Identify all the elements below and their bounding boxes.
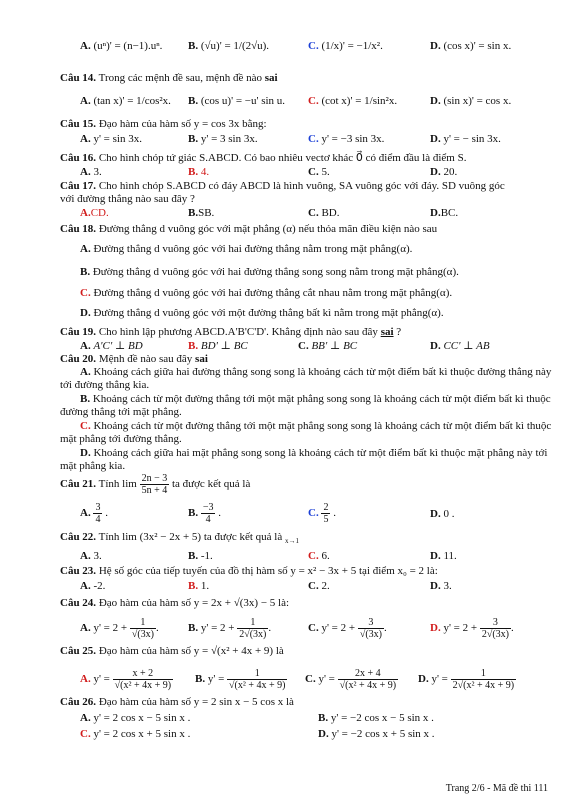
- q14-option-b: B. (cos u)' = −u' sin u.: [188, 95, 286, 107]
- q24-option-a: A. y' = 2 + $\frac{1}{√(3x)}$ .: [80, 617, 159, 640]
- q15-option-a: A. y' = sin 3x.: [80, 133, 142, 145]
- q24-option-c: C. y' = 2 + $\frac{3}{√(3x)}$ .: [308, 617, 387, 640]
- q22-option-d: D. 11.: [430, 550, 457, 562]
- q21-option-a: A. $\frac{3}{4}$ .: [80, 502, 108, 525]
- q24-option-b: B. y' = 2 + $\frac{1}{2√(3x)}$ .: [188, 617, 272, 640]
- limit-fraction: $\frac{2n - 3}{5n + 4}$: [141, 473, 168, 496]
- q18-option-d: D. Đường thẳng d vuông góc với một đường thẳng bất kì nằm trong mặt phẳng(α).: [80, 307, 444, 319]
- question-20: Câu 20. Mệnh đề nào sau đây sai: [60, 353, 208, 365]
- q19-option-c: C. BB' ⊥ BC: [298, 340, 358, 352]
- q19-option-b: B. BD' ⊥ BC: [188, 340, 248, 352]
- q25-option-a: A. y' = $\frac{x + 2}{\text{√(x² + 4x + 9)}}$: [80, 668, 172, 691]
- q22-option-b: B. -1.: [188, 550, 213, 562]
- q25-option-b: B. y' = $\frac{1}{\text{√(x² + 4x + 9)}}$: [195, 668, 286, 691]
- q20-option-d: D. Khoảng cách giữa hai mặt phẳng song song là khoảng cách từ một điểm bất kì thuộc mặt phẳng này tới mặt phẳng kia.: [60, 447, 548, 472]
- question-16: Câu 16. Cho hình chóp tứ giác S.ABCD. Có bao nhiêu vectơ khác 0⃗ có điểm đầu là điểm S.: [60, 152, 467, 164]
- option-d: D. (cos x)' = sin x.: [430, 40, 512, 52]
- q20-option-b: B. Khoảng cách từ một đường thẳng tới một mặt phẳng song song là khoảng cách từ một điểm bất kì thuộc đường thẳng tới mặt phẳng.: [60, 393, 551, 418]
- q21-option-c: C. $\frac{2}{5}$ .: [308, 502, 336, 525]
- question-17-cont: với đường thẳng nào sau đây ?: [60, 193, 195, 205]
- q25-option-c: C. y' = $\frac{2x + 4}{\text{√(x² + 4x + 9)}}$: [305, 668, 397, 691]
- option-c: C. (1/x)' = −1/x².: [308, 40, 383, 52]
- q14-option-a: A. (tan x)' = 1/cos²x.: [80, 95, 171, 107]
- q19-option-d: D. CC' ⊥ AB: [430, 340, 490, 352]
- q26-option-d: D. y' = −2 cos x + 5 sin x .: [318, 728, 435, 740]
- q16-option-c: C. 5.: [308, 166, 330, 178]
- q25-option-d: D. y' = $\frac{1}{\text{2√(x² + 4x + 9)}}$: [418, 668, 515, 691]
- q18-option-a: A. Đường thẳng d vuông góc với hai đường thẳng nằm trong mặt phẳng(α).: [80, 243, 413, 255]
- question-23: Câu 23. Hệ số góc của tiếp tuyến của đồ thị hàm số y = x² − 3x + 5 tại điểm x₀ = 2 là:: [60, 565, 438, 577]
- question-15: Câu 15. Đạo hàm của hàm số y = cos 3x bằng:: [60, 118, 267, 130]
- option-a: A. (uⁿ)' = (n−1).uⁿ.: [80, 40, 163, 52]
- q23-option-b: B. 1.: [188, 580, 210, 592]
- q23-option-c: C. 2.: [308, 580, 330, 592]
- q21-option-d: D. 0 .: [430, 508, 455, 520]
- question-26: Câu 26. Đạo hàm của hàm số y = 2 sin x − 5 cos x là: [60, 696, 294, 708]
- option-b: B. (√u)' = 1/(2√u).: [188, 40, 270, 52]
- question-24: Câu 24. Đạo hàm của hàm số y = 2x + √(3x) − 5 là:: [60, 597, 290, 609]
- q17-option-c: C. BD.: [308, 207, 340, 219]
- question-14: Câu 14. Trong các mệnh đề sau, mệnh đề nào sai: [60, 72, 278, 84]
- question-22: Câu 22. Tính lim (3x² − 2x + 5) ta được kết quả là $_{x\to 1}$: [60, 531, 299, 546]
- question-25: Câu 25. Đạo hàm của hàm số y = √(x² + 4x + 9) là: [60, 645, 284, 657]
- q20-option-c: C. Khoảng cách từ một đường thẳng tới một mặt phẳng song song là khoảng cách từ một điểm bất kì thuộc mặt phẳng tới đường thẳng.: [60, 420, 552, 445]
- q14-option-d: D. (sin x)' = cos x.: [430, 95, 512, 107]
- q24-option-d: D. y' = 2 + $\frac{3}{2√(3x)}$ .: [430, 617, 514, 640]
- q15-option-b: B. y' = 3 sin 3x.: [188, 133, 258, 145]
- q17-option-b: B.SB.: [188, 207, 215, 219]
- q15-option-c: C. y' = −3 sin 3x.: [308, 133, 385, 145]
- q16-option-b: B. 4.: [188, 166, 210, 178]
- q23-option-a: A. -2.: [80, 580, 106, 592]
- q17-option-d: D.BC.: [430, 207, 459, 219]
- q14-option-c: C. (cot x)' = 1/sin²x.: [308, 95, 398, 107]
- q26-option-c: C. y' = 2 cos x + 5 sin x .: [80, 728, 191, 740]
- question-18: Câu 18. Đường thẳng d vuông góc với mặt phẳng (α) nếu thỏa mãn điều kiện nào sau: [60, 223, 438, 235]
- q23-option-d: D. 3.: [430, 580, 452, 592]
- q18-option-b: B. Đường thẳng d vuông góc với hai đường thẳng song song nằm trong mặt phẳng(α).: [80, 266, 459, 278]
- question-21: Câu 21. Tính lim $\frac{2n - 3}{5n + 4}$ ta được kết quả là: [60, 473, 251, 496]
- q16-option-a: A. 3.: [80, 166, 102, 178]
- q22-option-a: A. 3.: [80, 550, 102, 562]
- q22-option-c: C. 6.: [308, 550, 330, 562]
- page-footer: Trang 2/6 - Mã đề thi 111: [445, 783, 548, 794]
- q20-option-a: A. Khoảng cách giữa hai đường thẳng song song là khoảng cách từ một điểm bất kì thuộc đường thẳng này tới đường thẳng kia.: [60, 366, 552, 391]
- q17-option-a: A.CD.: [80, 207, 109, 219]
- q19-option-a: A. A'C' ⊥ BD: [80, 340, 143, 352]
- q26-option-a: A. y' = 2 cos x − 5 sin x .: [80, 712, 191, 724]
- question-19: Câu 19. Cho hình lập phương ABCD.A'B'C'D'. Khẳng định nào sau đây sai ?: [60, 326, 402, 338]
- q26-option-b: B. y' = −2 cos x − 5 sin x .: [318, 712, 434, 724]
- q21-option-b: B. $\frac{-3}{4}$ .: [188, 502, 221, 525]
- q15-option-d: D. y' = − sin 3x.: [430, 133, 501, 145]
- q16-option-d: D. 20.: [430, 166, 458, 178]
- q18-option-c: C. Đường thẳng d vuông góc với hai đường thẳng cắt nhau nằm trong mặt phẳng(α).: [80, 287, 453, 299]
- question-17: Câu 17. Cho hình chóp S.ABCD có đáy ABCD là hình vuông, SA vuông góc với đáy. SD vuông góc: [60, 180, 505, 192]
